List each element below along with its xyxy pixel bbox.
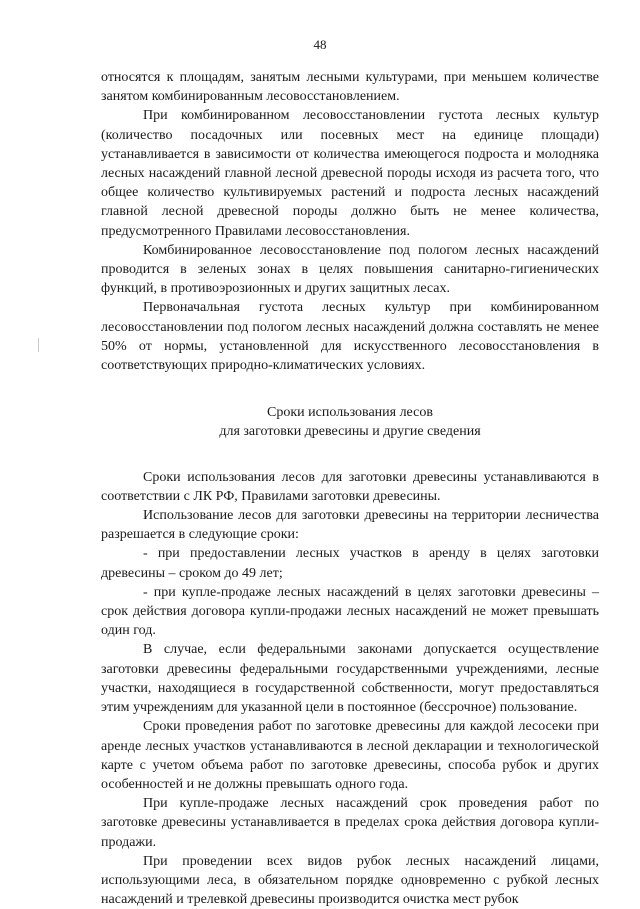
paragraph: При проведении всех видов рубок лесных насаждений лицами, использующими леса, в обязательном порядке одновременно с рубкой лесных насаждений и трелевкой древесины производится очистка мест рубок [101,853,599,908]
paragraph: При комбинированном лесовосстановлении густота лесных культур (количество посадочных или посевных мест на единице площади) устанавливается в зависимости от количества имеющегося подроста и молодняка лесных насаждений главной лесной древесной породы исходя из расчета того, что общее количество культивируемых растений и подроста лесных насаждений главной лесной древесной породы должно быть не менее количества, предусмотренного Правилами лесовосстановления. [101,108,599,239]
paragraph: относятся к площадям, занятым лесными культурами, при меньшем количестве занятом комбинированным лесовосстановлением. [101,70,599,105]
section-heading-line-2: для заготовки древесины и другие сведения [219,424,481,440]
page-body [101,68,599,909]
paragraph: - при предоставлении лесных участков в аренду в целях заготовки древесины – сроком до 49 лет; [101,546,599,581]
paragraph: Использование лесов для заготовки древесины на территории лесничества разрешается в следующие сроки: [101,508,599,543]
paragraph: Сроки проведения работ по заготовке древесины для каждой лесосеки при аренде лесных участков устанавливаются в лесной декларации и технологической карте с учетом объема работ по заготовке древесины, способа рубок и других особенностей и не должны превышать одного года. [101,719,599,792]
paragraph: При купле-продаже лесных насаждений срок проведения работ по заготовке древесины устанавливается в пределах срока действия договора купли-продажи. [101,796,599,850]
paragraph: - при купле-продаже лесных насаждений в целях заготовки древесины – срок действия договора купли-продажи лесных насаждений не может превышать один год. [101,584,599,639]
paragraph: В случае, если федеральными законами допускается осуществление заготовки древесины федеральными государственными учреждениями, лесные участки, находящиеся в государственной собственности, могут предоставляться этим учреждениям для указанной цели в постоянное (бессрочное) пользование. [101,642,599,716]
page-number: 48 [313,37,327,52]
text-block-top [101,68,599,375]
paragraph: Первоначальная густота лесных культур при комбинированном лесовосстановлении под пологом лесных насаждений должна составлять не менее 50% от нормы, установленной для искусственного лесовосстановления в соответствующих природно-климатических условиях. [101,300,599,374]
paragraph: Комбинированное лесовосстановление под пологом лесных насаждений проводится в зеленых зонах в целях повышения санитарно-гигиенических функций, в противоэрозионных и других защитных лесах. [101,242,599,297]
section-heading-line-1: Сроки использования лесов [267,405,433,421]
margin-mark [38,338,39,352]
section-heading [101,403,599,441]
paragraph: Сроки использования лесов для заготовки древесины устанавливаются в соответствии с ЛК РФ, Правилами заготовки древесины. [101,469,599,504]
text-block-bottom [101,468,599,909]
